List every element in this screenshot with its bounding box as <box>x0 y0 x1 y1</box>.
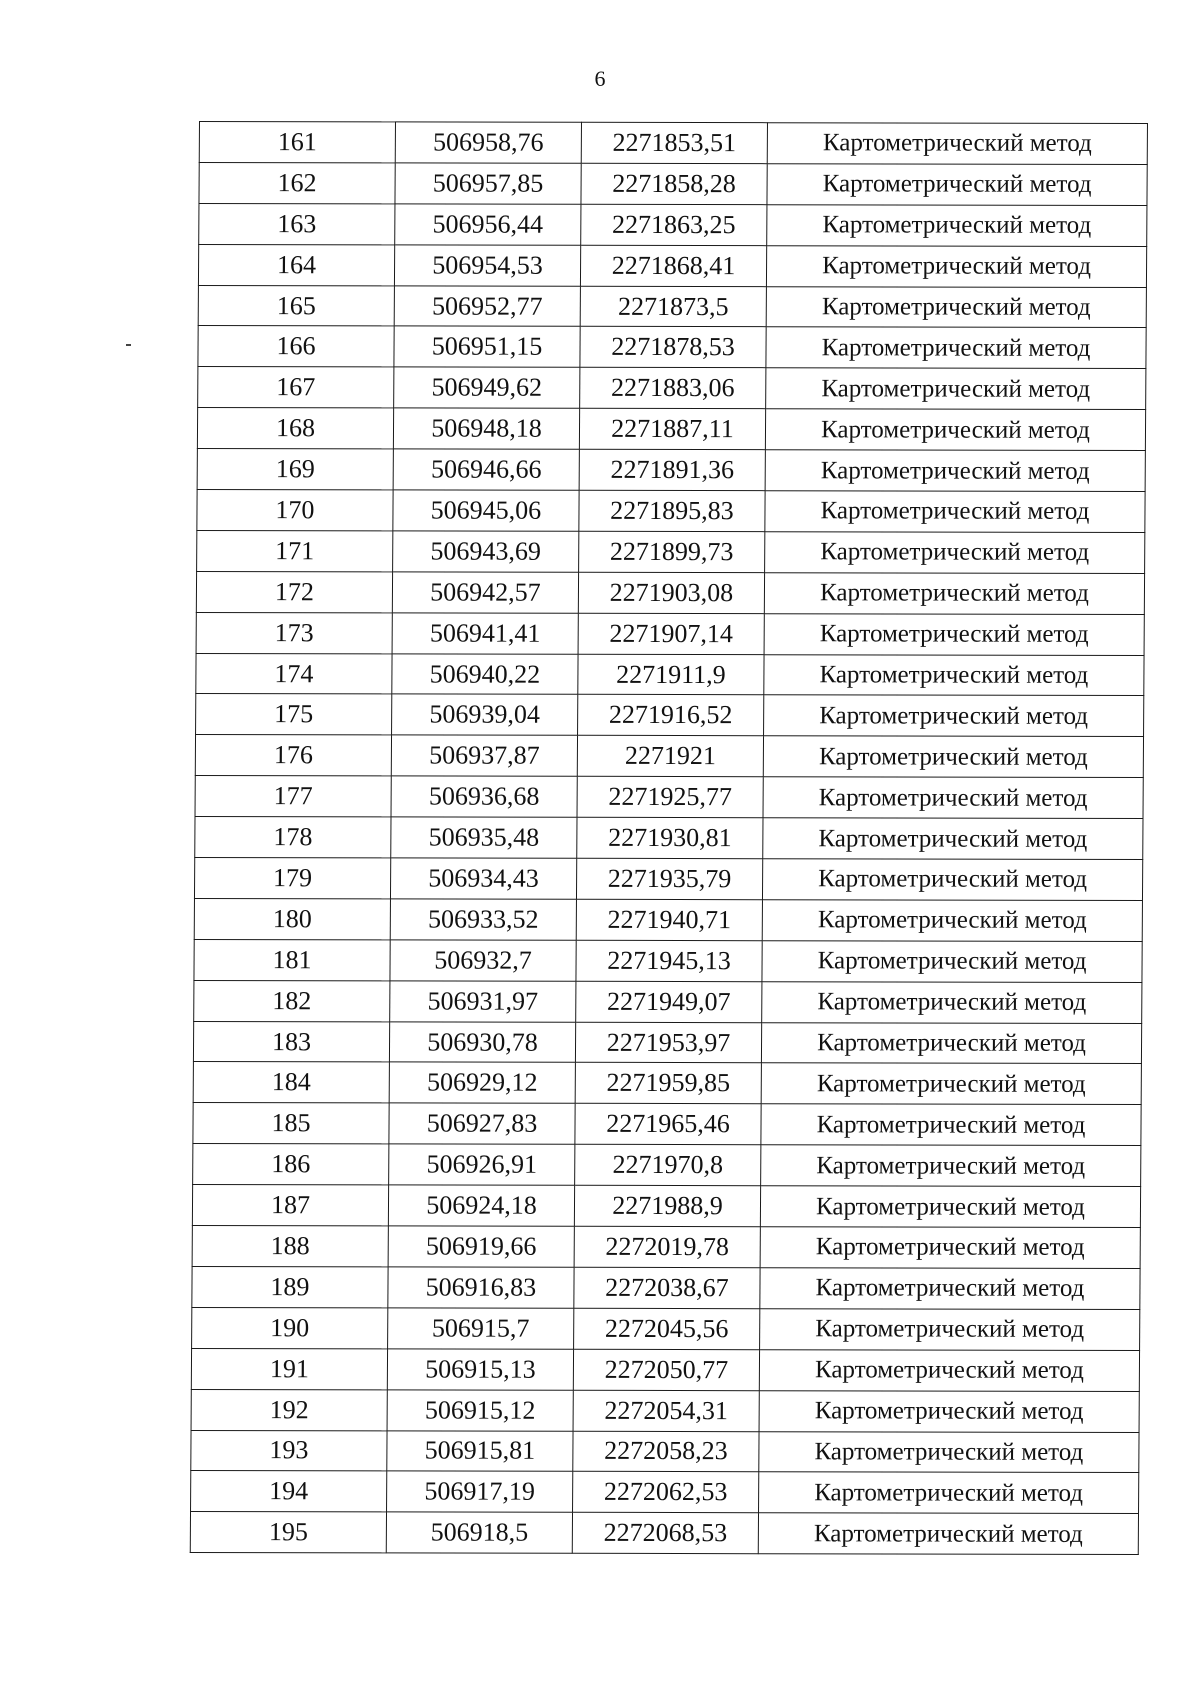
x-coordinate-cell: 506936,68 <box>391 776 577 817</box>
point-number-cell: 178 <box>195 817 391 858</box>
y-coordinate-cell: 2272068,53 <box>572 1513 758 1554</box>
scan-mark <box>126 344 131 346</box>
y-coordinate-cell: 2271921 <box>577 736 763 777</box>
point-number-cell: 190 <box>192 1307 388 1348</box>
method-cell: Картометрический метод <box>761 1104 1141 1146</box>
method-cell: Картометрический метод <box>764 572 1144 614</box>
point-number-cell: 187 <box>192 1185 388 1226</box>
method-cell: Картометрический метод <box>759 1390 1139 1432</box>
y-coordinate-cell: 2271970,8 <box>575 1145 761 1186</box>
y-coordinate-cell: 2271868,41 <box>580 245 766 286</box>
method-cell: Картометрический метод <box>762 900 1142 942</box>
method-cell: Картометрический метод <box>763 777 1143 819</box>
table-row <box>199 122 1147 165</box>
table-row <box>192 1266 1140 1309</box>
point-number-cell: 173 <box>196 612 392 653</box>
point-number-cell: 191 <box>191 1348 387 1389</box>
y-coordinate-cell: 2271965,46 <box>575 1104 761 1145</box>
y-coordinate-cell: 2271883,06 <box>580 368 766 409</box>
point-number-cell: 174 <box>196 653 392 694</box>
y-coordinate-cell: 2272019,78 <box>574 1226 760 1267</box>
point-number-cell: 188 <box>192 1226 388 1267</box>
method-cell: Картометрический метод <box>759 1431 1139 1473</box>
table-row <box>190 1512 1138 1555</box>
table-row <box>193 1062 1141 1105</box>
method-cell: Картометрический метод <box>765 532 1145 574</box>
y-coordinate-cell: 2271911,9 <box>578 654 764 695</box>
coordinates-table-body <box>190 122 1147 1555</box>
x-coordinate-cell: 506951,15 <box>394 326 580 367</box>
point-number-cell: 166 <box>198 326 394 367</box>
x-coordinate-cell: 506929,12 <box>389 1062 575 1103</box>
table-row <box>196 571 1144 614</box>
method-cell: Картометрический метод <box>764 613 1144 655</box>
point-number-cell: 168 <box>197 408 393 449</box>
method-cell: Картометрический метод <box>762 941 1142 983</box>
x-coordinate-cell: 506916,83 <box>388 1267 574 1308</box>
table-row <box>197 408 1145 451</box>
point-number-cell: 177 <box>195 776 391 817</box>
y-coordinate-cell: 2271949,07 <box>576 981 762 1022</box>
y-coordinate-cell: 2271903,08 <box>578 572 764 613</box>
y-coordinate-cell: 2271925,77 <box>577 777 763 818</box>
x-coordinate-cell: 506915,13 <box>387 1349 573 1390</box>
x-coordinate-cell: 506957,85 <box>395 163 581 204</box>
method-cell: Картометрический метод <box>761 1063 1141 1105</box>
point-number-cell: 179 <box>194 858 390 899</box>
x-coordinate-cell: 506958,76 <box>395 122 581 163</box>
coordinates-table <box>190 121 1148 1555</box>
point-number-cell: 171 <box>197 530 393 571</box>
table-row <box>195 817 1143 860</box>
point-number-cell: 176 <box>195 735 391 776</box>
x-coordinate-cell: 506942,57 <box>392 572 578 613</box>
point-number-cell: 184 <box>193 1062 389 1103</box>
point-number-cell: 189 <box>192 1266 388 1307</box>
table-row <box>191 1471 1139 1514</box>
x-coordinate-cell: 506940,22 <box>392 653 578 694</box>
x-coordinate-cell: 506918,5 <box>386 1512 572 1553</box>
method-cell: Картометрический метод <box>761 1022 1141 1064</box>
method-cell: Картометрический метод <box>767 204 1147 246</box>
x-coordinate-cell: 506954,53 <box>394 245 580 286</box>
point-number-cell: 192 <box>191 1389 387 1430</box>
method-cell: Картометрический метод <box>764 654 1144 696</box>
y-coordinate-cell: 2271935,79 <box>576 858 762 899</box>
y-coordinate-cell: 2271907,14 <box>578 613 764 654</box>
point-number-cell: 175 <box>196 694 392 735</box>
method-cell: Картометрический метод <box>764 695 1144 737</box>
method-cell: Картометрический метод <box>760 1268 1140 1310</box>
x-coordinate-cell: 506952,77 <box>394 285 580 326</box>
x-coordinate-cell: 506927,83 <box>389 1103 575 1144</box>
table-row <box>194 858 1142 901</box>
table-row <box>193 1103 1141 1146</box>
x-coordinate-cell: 506915,12 <box>387 1390 573 1431</box>
point-number-cell: 185 <box>193 1103 389 1144</box>
table-row <box>191 1389 1139 1432</box>
point-number-cell: 172 <box>196 571 392 612</box>
method-cell: Картометрический метод <box>762 981 1142 1023</box>
y-coordinate-cell: 2271858,28 <box>581 163 767 204</box>
method-cell: Картометрический метод <box>766 327 1146 369</box>
table-row <box>193 1021 1141 1064</box>
x-coordinate-cell: 506949,62 <box>394 367 580 408</box>
method-cell: Картометрический метод <box>759 1349 1139 1391</box>
x-coordinate-cell: 506931,97 <box>390 981 576 1022</box>
method-cell: Картометрический метод <box>766 368 1146 410</box>
y-coordinate-cell: 2271988,9 <box>574 1185 760 1226</box>
point-number-cell: 195 <box>190 1512 386 1553</box>
point-number-cell: 193 <box>191 1430 387 1471</box>
method-cell: Картометрический метод <box>758 1513 1138 1555</box>
y-coordinate-cell: 2272045,56 <box>574 1308 760 1349</box>
method-cell: Картометрический метод <box>761 1145 1141 1187</box>
y-coordinate-cell: 2271940,71 <box>576 899 762 940</box>
y-coordinate-cell: 2271916,52 <box>578 695 764 736</box>
y-coordinate-cell: 2271891,36 <box>579 449 765 490</box>
table-row <box>195 735 1143 778</box>
method-cell: Картометрический метод <box>766 245 1146 287</box>
x-coordinate-cell: 506946,66 <box>393 449 579 490</box>
table-row <box>196 694 1144 737</box>
table-row <box>199 203 1147 246</box>
table-row <box>198 326 1146 369</box>
coordinates-table-wrapper <box>190 121 1147 1555</box>
table-row <box>196 612 1144 655</box>
y-coordinate-cell: 2271853,51 <box>581 122 767 163</box>
x-coordinate-cell: 506935,48 <box>391 817 577 858</box>
point-number-cell: 183 <box>193 1021 389 1062</box>
x-coordinate-cell: 506930,78 <box>389 1022 575 1063</box>
table-row <box>195 776 1143 819</box>
y-coordinate-cell: 2272058,23 <box>573 1431 759 1472</box>
table-row <box>191 1348 1139 1391</box>
table-row <box>194 898 1142 941</box>
point-number-cell: 170 <box>197 490 393 531</box>
y-coordinate-cell: 2271873,5 <box>580 286 766 327</box>
point-number-cell: 169 <box>197 449 393 490</box>
x-coordinate-cell: 506943,69 <box>393 531 579 572</box>
method-cell: Картометрический метод <box>760 1186 1140 1228</box>
y-coordinate-cell: 2272038,67 <box>574 1267 760 1308</box>
y-coordinate-cell: 2271930,81 <box>577 817 763 858</box>
y-coordinate-cell: 2271863,25 <box>581 204 767 245</box>
table-row <box>194 939 1142 982</box>
y-coordinate-cell: 2271878,53 <box>580 327 766 368</box>
method-cell: Картометрический метод <box>763 736 1143 778</box>
table-row <box>197 449 1145 492</box>
method-cell: Картометрический метод <box>765 491 1145 533</box>
y-coordinate-cell: 2271959,85 <box>575 1063 761 1104</box>
table-row <box>198 244 1146 287</box>
method-cell: Картометрический метод <box>765 409 1145 451</box>
y-coordinate-cell: 2272054,31 <box>573 1390 759 1431</box>
point-number-cell: 194 <box>191 1471 387 1512</box>
point-number-cell: 182 <box>194 980 390 1021</box>
point-number-cell: 167 <box>198 367 394 408</box>
x-coordinate-cell: 506917,19 <box>387 1471 573 1512</box>
x-coordinate-cell: 506939,04 <box>392 694 578 735</box>
y-coordinate-cell: 2271887,11 <box>579 409 765 450</box>
x-coordinate-cell: 506956,44 <box>395 204 581 245</box>
method-cell: Картометрический метод <box>766 286 1146 328</box>
point-number-cell: 163 <box>199 203 395 244</box>
x-coordinate-cell: 506926,91 <box>389 1144 575 1185</box>
table-row <box>192 1185 1140 1228</box>
method-cell: Картометрический метод <box>760 1309 1140 1351</box>
y-coordinate-cell: 2271895,83 <box>579 490 765 531</box>
method-cell: Картометрический метод <box>767 123 1147 165</box>
y-coordinate-cell: 2272050,77 <box>573 1349 759 1390</box>
page-number: 6 <box>594 66 606 91</box>
x-coordinate-cell: 506945,06 <box>393 490 579 531</box>
x-coordinate-cell: 506937,87 <box>391 735 577 776</box>
table-row <box>197 530 1145 573</box>
table-row <box>199 162 1147 205</box>
table-row <box>196 653 1144 696</box>
x-coordinate-cell: 506919,66 <box>388 1226 574 1267</box>
point-number-cell: 181 <box>194 939 390 980</box>
x-coordinate-cell: 506915,7 <box>388 1308 574 1349</box>
table-row <box>198 285 1146 328</box>
point-number-cell: 161 <box>199 122 395 163</box>
x-coordinate-cell: 506915,81 <box>387 1430 573 1471</box>
table-row <box>192 1307 1140 1350</box>
x-coordinate-cell: 506941,41 <box>392 613 578 654</box>
y-coordinate-cell: 2271945,13 <box>576 940 762 981</box>
table-row <box>198 367 1146 410</box>
point-number-cell: 164 <box>198 244 394 285</box>
table-row <box>191 1430 1139 1473</box>
x-coordinate-cell: 506934,43 <box>390 858 576 899</box>
method-cell: Картометрический метод <box>759 1472 1139 1514</box>
point-number-cell: 165 <box>198 285 394 326</box>
table-row <box>192 1226 1140 1269</box>
method-cell: Картометрический метод <box>762 859 1142 901</box>
method-cell: Картометрический метод <box>765 450 1145 492</box>
method-cell: Картометрический метод <box>767 164 1147 206</box>
x-coordinate-cell: 506948,18 <box>393 408 579 449</box>
y-coordinate-cell: 2271899,73 <box>579 531 765 572</box>
point-number-cell: 180 <box>194 898 390 939</box>
table-row <box>197 490 1145 533</box>
method-cell: Картометрический метод <box>763 818 1143 860</box>
table-row <box>194 980 1142 1023</box>
y-coordinate-cell: 2272062,53 <box>573 1472 759 1513</box>
x-coordinate-cell: 506924,18 <box>388 1185 574 1226</box>
x-coordinate-cell: 506932,7 <box>390 940 576 981</box>
point-number-cell: 186 <box>193 1144 389 1185</box>
x-coordinate-cell: 506933,52 <box>390 899 576 940</box>
y-coordinate-cell: 2271953,97 <box>575 1022 761 1063</box>
table-row <box>193 1144 1141 1187</box>
method-cell: Картометрический метод <box>760 1227 1140 1269</box>
point-number-cell: 162 <box>199 162 395 203</box>
